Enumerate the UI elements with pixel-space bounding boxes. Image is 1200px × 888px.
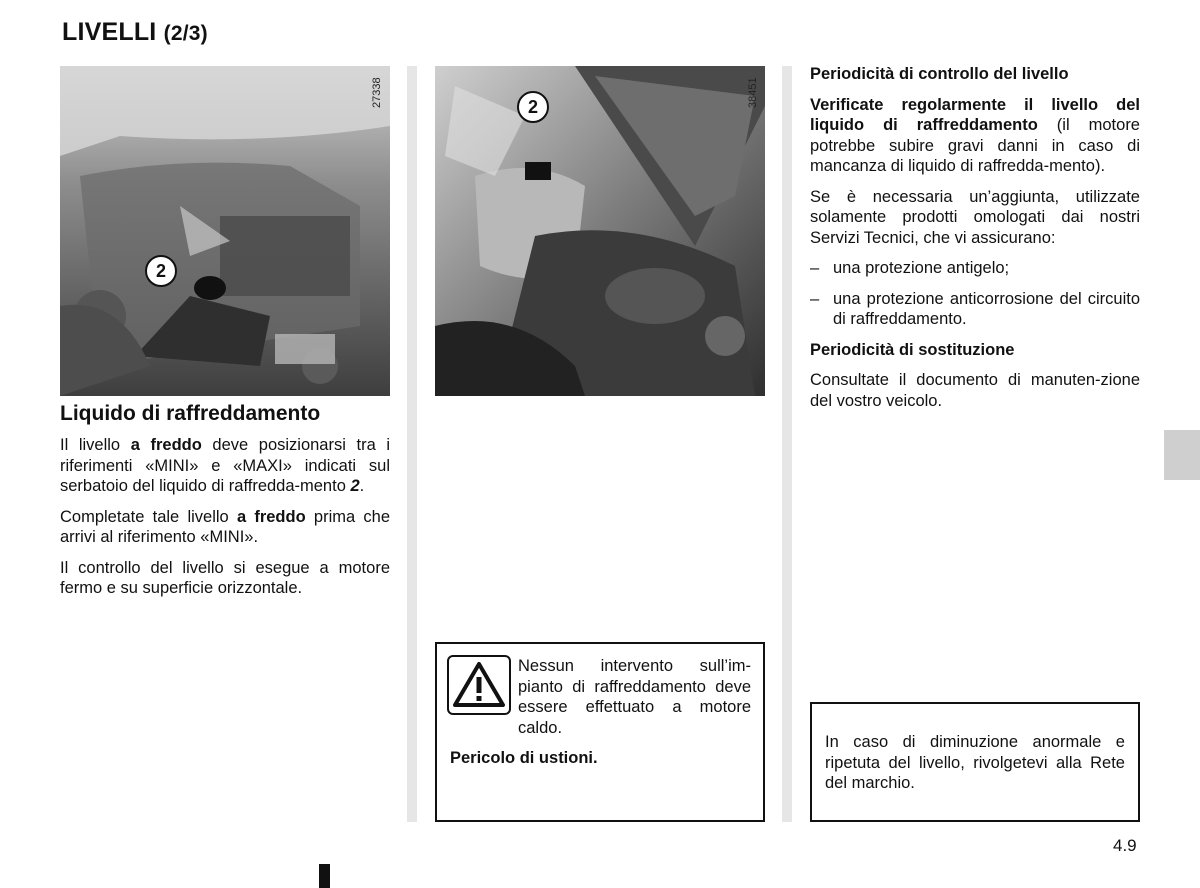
warning-triangle-icon <box>447 655 511 715</box>
page-title-subtitle: (2/3) <box>163 22 208 45</box>
coolant-paragraph-2 <box>60 507 390 548</box>
engine-photo-left-image <box>60 66 390 396</box>
photo-ref-number-left: 27338 <box>371 77 383 108</box>
engine-photo-right <box>435 66 765 396</box>
coolant-paragraph-1 <box>60 435 390 497</box>
heading-check-interval: Periodicità di controllo del livello <box>810 65 1069 83</box>
check-p1-text: (il motore potrebbe subire gravi danni in caso di mancanza di liquido di raffredda-mento). <box>810 116 1140 175</box>
list-item <box>810 258 1140 279</box>
right-column <box>810 64 1140 421</box>
list-item-text: una protezione antigelo; <box>833 259 1010 277</box>
chapter-thumb-tab <box>1164 430 1200 480</box>
heading-replacement-interval: Periodicità di sostituzione <box>810 340 1015 359</box>
coolant-paragraph-3: Il controllo del livello si esegue a motore fermo e su superficie orizzontale. <box>60 558 390 597</box>
page-number: 4.9 <box>1113 836 1137 855</box>
bullet-dash: – <box>810 289 820 308</box>
photo-ref-number-right: 38451 <box>747 77 759 108</box>
warning-bold-text: Pericolo di ustioni. <box>450 749 598 767</box>
list-item-text: una protezione anticorrosione del circuito di raffreddamento. <box>833 289 1140 328</box>
list-item <box>810 289 1140 330</box>
coolant-p2-text-2: prima che arrivi al riferimento «MINI». <box>60 507 391 546</box>
section-heading-coolant: Liquido di raffreddamento <box>60 402 321 425</box>
callout-2-left: 2 <box>145 255 177 287</box>
warning-box <box>435 642 765 822</box>
coolant-p2-text-1: Completate tale livello <box>60 507 237 526</box>
coolant-p1-text-3: . <box>359 477 365 495</box>
bullet-dash: – <box>810 259 820 277</box>
callout-2-right: 2 <box>517 91 549 123</box>
info-box-text: In caso di diminuzione anormale e ripetuta del livello, rivolgetevi alla Rete del marchio. <box>825 733 1125 792</box>
engine-photo-left <box>60 66 390 396</box>
coolant-p1-text-2: deve posizionarsi tra i riferimenti «MINI» e «MAXI» indicati sul serbatoio del liquido di raffredda-mento <box>60 436 391 495</box>
coolant-p1-bold: a freddo <box>130 436 202 454</box>
column-divider-right <box>782 66 792 822</box>
check-paragraph-2: Se è necessaria un’aggiunta, utilizzate solamente prodotti omologati dai nostri Servizi Tecnici, che vi assicurano: <box>810 187 1140 247</box>
check-paragraph-1 <box>810 95 1140 177</box>
warning-text: Nessun intervento sull’im-pianto di raffreddamento deve essere effettuato a motore caldo. <box>518 657 751 737</box>
replacement-paragraph: Consultate il documento di manuten-zione del vostro veicolo. <box>810 371 1140 410</box>
page-bottom-marker <box>319 864 330 888</box>
column-divider-left <box>407 66 417 822</box>
coolant-p1-text-1: Il livello <box>60 436 131 454</box>
engine-photo-right-image <box>435 66 765 396</box>
coolant-p2-bold: a freddo <box>236 507 306 526</box>
left-column <box>60 402 390 609</box>
coolant-p1-reference: 2 <box>350 477 360 495</box>
check-p1-bold: Verificate regolarmente il livello del liquido di raffreddamento <box>810 95 1140 134</box>
page-title-text: LIVELLI <box>62 18 157 46</box>
info-box <box>810 702 1140 822</box>
page-title <box>62 18 208 47</box>
